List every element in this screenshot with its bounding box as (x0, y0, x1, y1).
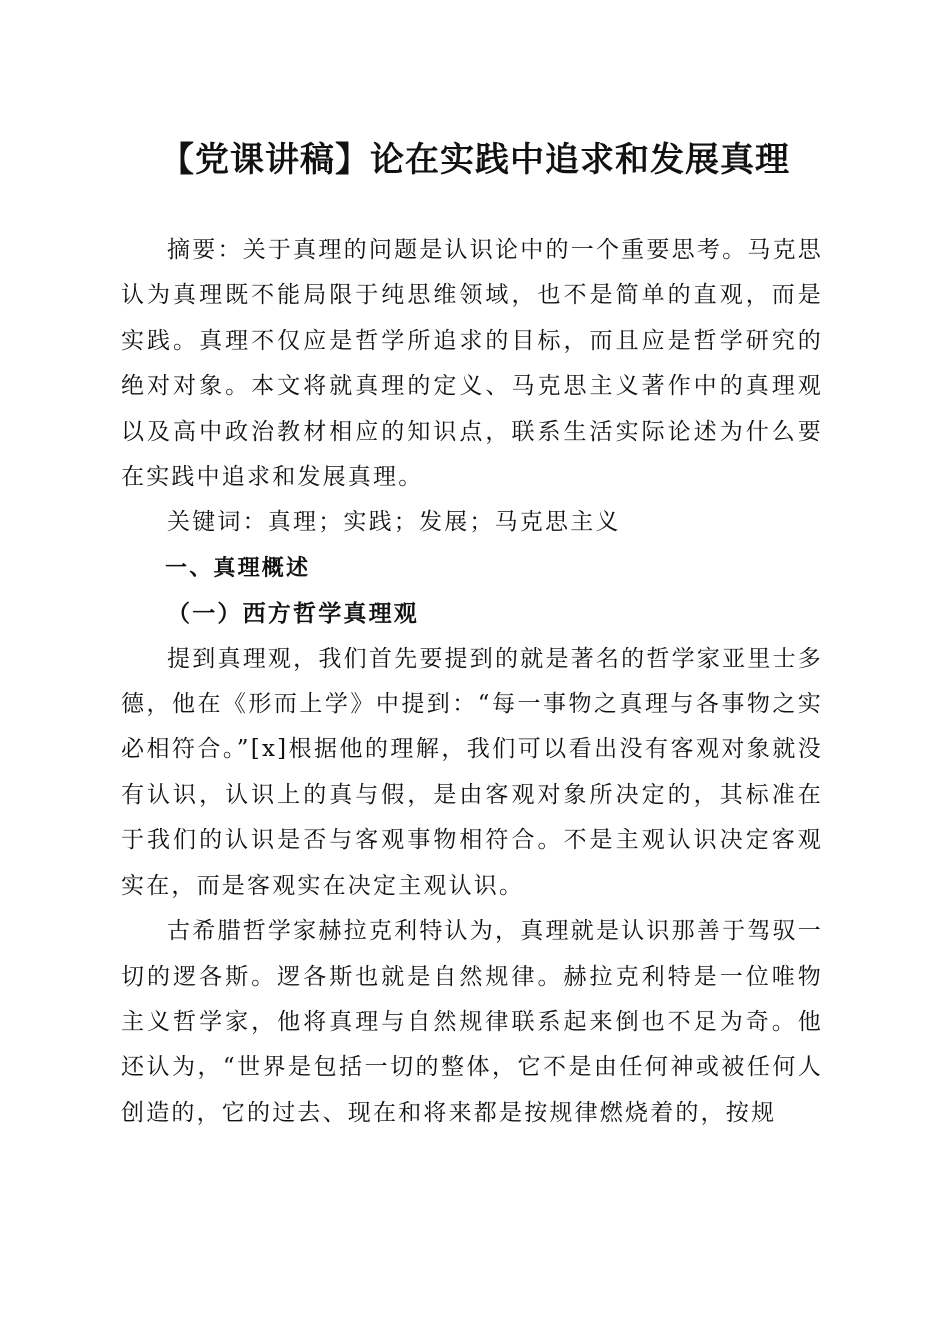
section-heading: 一、真理概述 (165, 555, 311, 581)
document-body (121, 228, 823, 1136)
body-paragraph-2: 古希腊哲学家赫拉克利特认为，真理就是认识那善于驾驭一切的逻各斯。逻各斯也就是自然规律。赫拉克利特是一位唯物主义哲学家，他将真理与自然规律联系起来倒也不足为奇。他还认为，“世界是包括一切的整体，它不是由任何神或被任何人创造的，它的过去、现在和将来都是按规律燃烧着的，按规 (121, 918, 823, 1126)
body-paragraph-1: 提到真理观，我们首先要提到的就是著名的哲学家亚里士多德，他在《形而上学》中提到：“每一事物之真理与各事物之实必相符合。”[x]根据他的理解，我们可以看出没有客观对象就没有认识，认识上的真与假，是由客观对象所决定的，其标准在于我们的认识是否与客观事物相符合。不是主观认识决定客观实在，而是客观实在决定主观认识。 (121, 645, 823, 899)
subsection-heading: （一）西方哲学真理观 (167, 600, 419, 628)
keywords-line: 关键词：真理；实践；发展；马克思主义 (167, 509, 621, 536)
abstract-paragraph: 摘要：关于真理的问题是认识论中的一个重要思考。马克思认为真理既不能局限于纯思维领域，也不是简单的直观，而是实践。真理不仅应是哲学所追求的目标，而且应是哲学研究的绝对对象。本文将就真理的定义、马克思主义著作中的真理观以及高中政治教材相应的知识点，联系生活实际论述为什么要在实践中追求和发展真理。 (121, 237, 823, 491)
document-title: 【党课讲稿】论在实践中追求和发展真理 (160, 140, 790, 180)
